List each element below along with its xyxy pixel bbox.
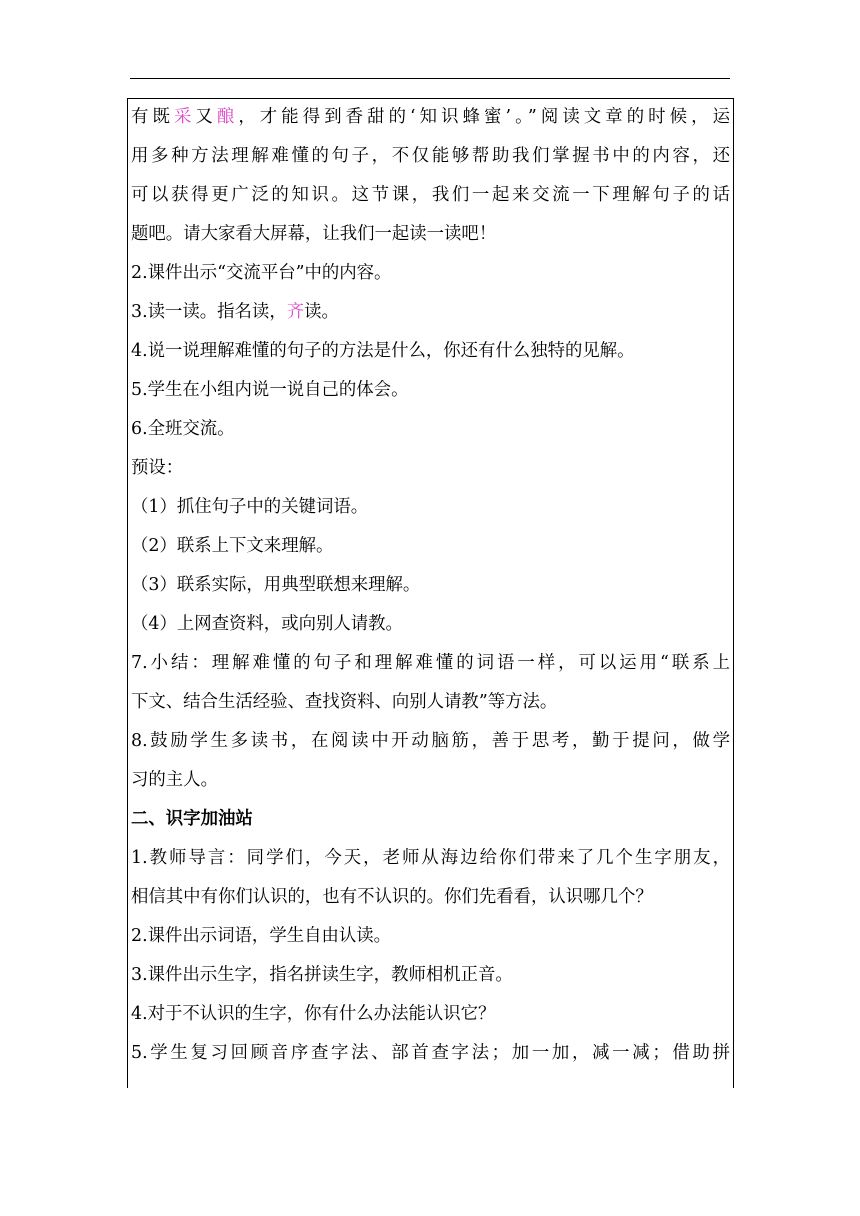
text-line: 4.对于不认识的生字，你有什么办法能认识它？ [131, 1004, 496, 1024]
text-line: （1）抓住句子中的关键词语。 [131, 497, 369, 517]
text-span: ，才能得到香甜的‘知识蜂蜜’。”阅读文章的时候，运 [238, 107, 730, 127]
text-line: 预设： [131, 458, 184, 478]
text-line: 5.学生在小组内说一说自己的体会。 [131, 380, 409, 400]
text-line: 下文、结合生活经验、查找资料、向别人请教”等方法。 [131, 692, 558, 712]
text-line: 5.学生复习回顾音序查字法、部首查字法；加一加，减一减；借助拼 [131, 1043, 730, 1063]
lesson-content [131, 98, 730, 1073]
text-line: 可以获得更广泛的知识。这节课，我们一起来交流一下理解句子的话 [131, 185, 730, 205]
header-rule [130, 78, 730, 79]
highlighted-char: 酿 [216, 107, 239, 127]
text-line: 3.课件出示生字，指名拼读生字，教师相机正音。 [131, 965, 513, 985]
highlighted-char: 齐 [286, 302, 305, 322]
text-line: （3）联系实际，用典型联想来理解。 [131, 575, 421, 595]
text-line: 4.说一说理解难懂的句子的方法是什么，你还有什么独特的见解。 [131, 341, 635, 361]
highlighted-char: 采 [173, 107, 196, 127]
text-line: 习的主人。 [131, 770, 218, 790]
text-span: 有既 [131, 107, 174, 127]
text-line: 2.课件出示“交流平台”中的内容。 [131, 263, 392, 283]
text-span: 读。 [304, 302, 339, 322]
text-line: 用多种方法理解难懂的句子，不仅能够帮助我们掌握书中的内容，还 [131, 146, 730, 166]
section-heading: 二、识字加油站 [131, 809, 253, 829]
text-line: 6.全班交流。 [131, 419, 235, 439]
text-line: 相信其中有你们认识的，也有不认识的。你们先看看，认识哪几个？ [131, 887, 653, 907]
text-line: 7.小结：理解难懂的句子和理解难懂的词语一样，可以运用“联系上 [131, 653, 730, 673]
text-line [131, 293, 730, 332]
text-line: （4）上网查资料，或向别人请教。 [131, 614, 403, 634]
text-line [131, 98, 730, 137]
text-span: 又 [195, 107, 217, 127]
text-line: 2.课件出示词语，学生自由认读。 [131, 926, 392, 946]
text-span: 3.读一读。指名读， [131, 302, 287, 322]
text-line: 8.鼓励学生多读书，在阅读中开动脑筋，善于思考，勤于提问，做学 [131, 731, 730, 751]
text-line: （2）联系上下文来理解。 [131, 536, 334, 556]
text-line: 1.教师导言：同学们，今天，老师从海边给你们带来了几个生字朋友， [131, 848, 730, 868]
text-line: 题吧。请大家看大屏幕，让我们一起读一读吧！ [131, 224, 497, 244]
